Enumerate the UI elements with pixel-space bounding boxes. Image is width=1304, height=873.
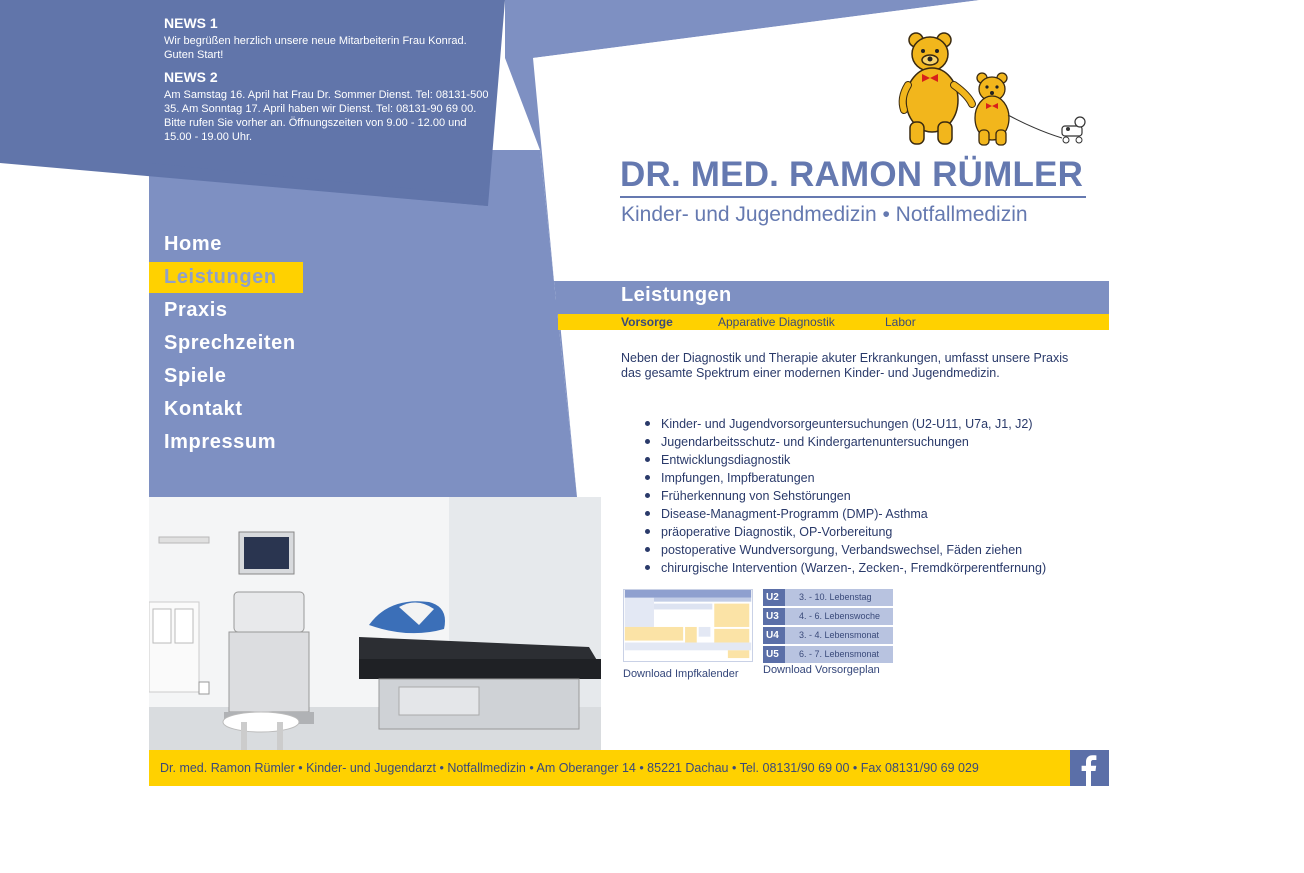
list-item [645,451,1105,469]
practice-room-photo [149,497,601,750]
nav-item-kontakt[interactable]: Kontakt [164,398,243,420]
vorsorge-row [763,589,893,606]
subnav-apparative-diagnostik[interactable]: Apparative Diagnostik [718,315,835,329]
subnav-labor[interactable]: Labor [885,315,916,329]
service-label: chirurgische Intervention (Warzen-, Zecken-, Fremdkörperentfernung) [661,561,1047,575]
vorsorge-range: 3. - 4. Lebensmonat [785,627,893,644]
vorsorge-code: U3 [763,608,785,625]
news-title: NEWS 2 [164,69,218,85]
vorsorge-code: U4 [763,627,785,644]
service-label: postoperative Wundversorgung, Verbandswechsel, Fäden ziehen [661,543,1023,557]
nav-item-impressum[interactable]: Impressum [164,431,277,453]
service-label: Kinder- und Jugendvorsorgeuntersuchungen (U2-U11, U7a, J1, J2) [661,417,1033,431]
bullet-icon [645,439,650,444]
vorsorgeplan-thumbnail [763,589,893,663]
logo-divider [620,196,1086,198]
service-label: präoperative Diagnostik, OP-Vorbereitung [661,525,893,539]
services-list [645,415,1105,577]
list-item [645,541,1105,559]
vorsorge-range: 6. - 7. Lebensmonat [785,646,893,663]
service-label: Jugendarbeitsschutz- und Kindergartenuntersuchungen [661,435,969,449]
main-nav [149,228,349,459]
news-item-2 [164,69,494,144]
list-item [645,505,1105,523]
section-title: Leistungen [621,284,732,306]
news-text: Am Samstag 16. April hat Frau Dr. Sommer Dienst. Tel: 08131-500 35. Am Sonntag 17. April haben wir Dienst. Tel: 08131-90 69 00. Bitte rufen Sie vorher an. Öffnungszeiten von 9.00 - 12.00 und 15.00 - 19.00 Uhr. [164,89,489,143]
list-item [645,433,1105,451]
download-impfkalender-label[interactable]: Download Impfkalender [623,668,739,680]
vorsorge-row [763,627,893,644]
vorsorge-code: U5 [763,646,785,663]
bullet-icon [645,565,650,570]
service-label: Disease-Managment-Programm (DMP)- Asthma [661,507,928,521]
service-label: Früherkennung von Sehstörungen [661,489,851,503]
bullet-icon [645,511,650,516]
service-label: Impfungen, Impfberatungen [661,471,815,485]
footer-contact-info: Dr. med. Ramon Rümler • Kinder- und Jugendarzt • Notfallmedizin • Am Oberanger 14 • 85221 Dachau • Tel. 08131/90 69 00 • Fax 08131/90 69 029 [160,761,979,775]
vorsorge-row [763,608,893,625]
practice-name: DR. MED. RAMON RÜMLER [620,155,1084,194]
bullet-icon [645,547,650,552]
download-impfkalender[interactable] [623,589,753,680]
list-item [645,523,1105,541]
bullet-icon [645,421,650,426]
download-vorsorgeplan[interactable] [763,589,893,676]
news-item-1 [164,15,494,62]
teddy-bears-logo [886,30,1090,150]
facebook-button[interactable] [1070,750,1109,786]
bullet-icon [645,457,650,462]
nav-item-home[interactable]: Home [164,233,222,255]
news-title: NEWS 1 [164,15,218,31]
vorsorge-row [763,646,893,663]
list-item [645,559,1105,577]
news-text: Wir begrüßen herzlich unsere neue Mitarbeiterin Frau Konrad. Guten Start! [164,35,467,61]
nav-item-leistungen[interactable]: Leistungen [149,262,303,293]
download-vorsorgeplan-label[interactable]: Download Vorsorgeplan [763,664,880,676]
vorsorge-range: 4. - 6. Lebenswoche [785,608,893,625]
bullet-icon [645,475,650,480]
practice-tagline: Kinder- und Jugendmedizin • Notfallmedizin [621,203,1028,226]
nav-item-spiele[interactable]: Spiele [164,365,227,387]
list-item [645,415,1105,433]
service-label: Entwicklungsdiagnostik [661,453,791,467]
facebook-icon [1070,750,1109,786]
bullet-icon [645,529,650,534]
subnav-vorsorge[interactable]: Vorsorge [621,315,673,329]
intro-text: Neben der Diagnostik und Therapie akuter Erkrankungen, umfasst unsere Praxis das gesamte Spektrum einer modernen Kinder- und Jugendmedizin. [621,351,1069,380]
impfkalender-thumbnail [623,589,753,662]
vorsorge-code: U2 [763,589,785,606]
bullet-icon [645,493,650,498]
list-item [645,469,1105,487]
nav-item-praxis[interactable]: Praxis [164,299,228,321]
vorsorge-range: 3. - 10. Lebenstag [785,589,893,606]
nav-item-sprechzeiten[interactable]: Sprechzeiten [164,332,296,354]
list-item [645,487,1105,505]
